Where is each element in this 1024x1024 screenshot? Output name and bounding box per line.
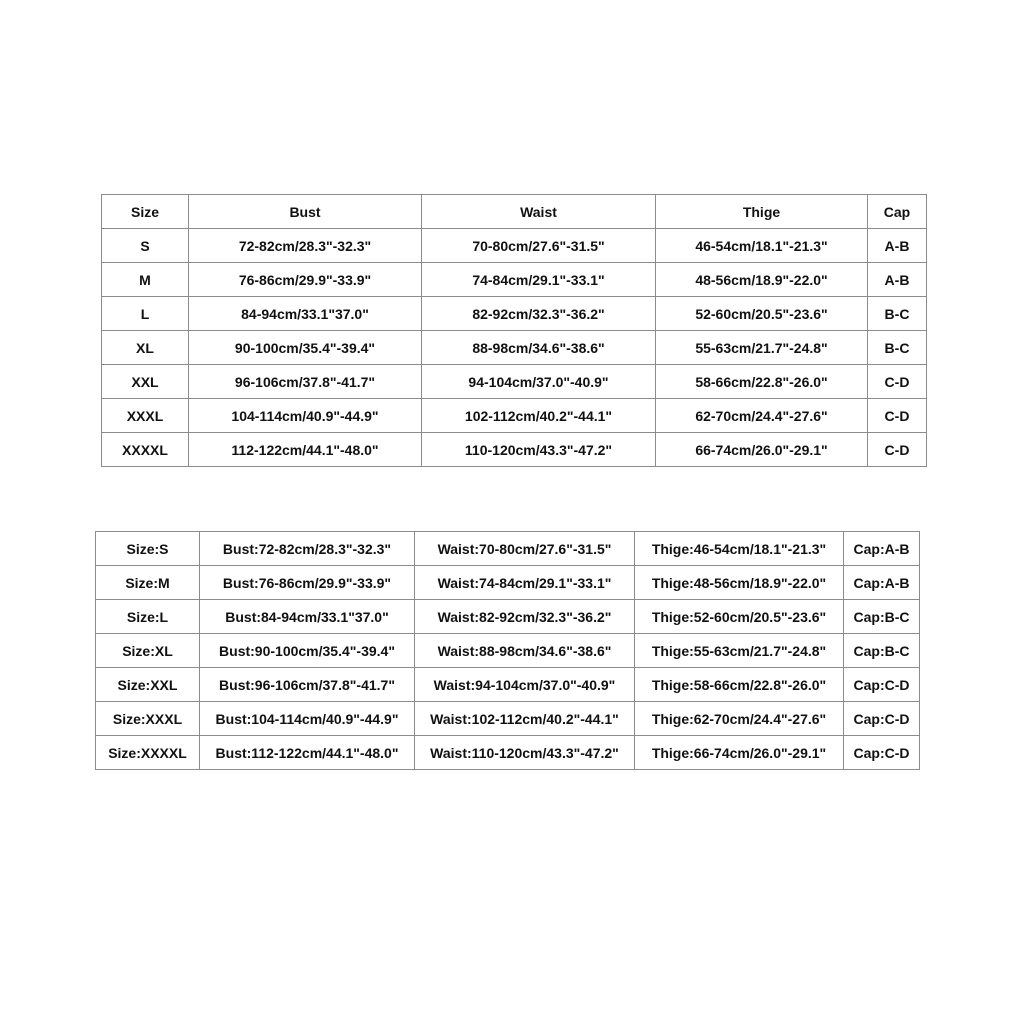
thige-cell: Thige:58-66cm/22.8"-26.0" — [635, 668, 844, 702]
bust-cell: 104-114cm/40.9"-44.9" — [189, 399, 422, 433]
thige-cell: 46-54cm/18.1"-21.3" — [656, 229, 868, 263]
size-chart-labeled-table — [95, 531, 920, 770]
bust-cell: 96-106cm/37.8"-41.7" — [189, 365, 422, 399]
table-row — [96, 600, 920, 634]
table-row — [96, 736, 920, 770]
table-row — [96, 668, 920, 702]
cap-cell: Cap:C-D — [844, 702, 920, 736]
bust-cell: Bust:112-122cm/44.1"-48.0" — [200, 736, 415, 770]
thige-cell: Thige:55-63cm/21.7"-24.8" — [635, 634, 844, 668]
size-cell: XL — [102, 331, 189, 365]
table-row — [102, 365, 927, 399]
size-chart-table — [101, 194, 927, 467]
thige-cell: Thige:66-74cm/26.0"-29.1" — [635, 736, 844, 770]
thige-cell: Thige:62-70cm/24.4"-27.6" — [635, 702, 844, 736]
size-cell: Size:L — [96, 600, 200, 634]
bust-cell: 112-122cm/44.1"-48.0" — [189, 433, 422, 467]
waist-cell: 88-98cm/34.6"-38.6" — [422, 331, 656, 365]
cap-cell: Cap:B-C — [844, 600, 920, 634]
waist-cell: Waist:102-112cm/40.2"-44.1" — [415, 702, 635, 736]
waist-cell: 74-84cm/29.1"-33.1" — [422, 263, 656, 297]
cap-cell: A-B — [868, 263, 927, 297]
header-thige: Thige — [656, 195, 868, 229]
size-cell: XXL — [102, 365, 189, 399]
header-bust: Bust — [189, 195, 422, 229]
header-cap: Cap — [868, 195, 927, 229]
cap-cell: Cap:A-B — [844, 566, 920, 600]
thige-cell: 62-70cm/24.4"-27.6" — [656, 399, 868, 433]
bust-cell: Bust:104-114cm/40.9"-44.9" — [200, 702, 415, 736]
cap-cell: B-C — [868, 331, 927, 365]
table-row — [102, 331, 927, 365]
bust-cell: 90-100cm/35.4"-39.4" — [189, 331, 422, 365]
table-row — [96, 532, 920, 566]
bust-cell: Bust:72-82cm/28.3"-32.3" — [200, 532, 415, 566]
thige-cell: Thige:48-56cm/18.9"-22.0" — [635, 566, 844, 600]
size-cell: Size:XXXL — [96, 702, 200, 736]
size-cell: L — [102, 297, 189, 331]
table-row — [102, 229, 927, 263]
table-row — [96, 634, 920, 668]
waist-cell: Waist:110-120cm/43.3"-47.2" — [415, 736, 635, 770]
waist-cell: Waist:88-98cm/34.6"-38.6" — [415, 634, 635, 668]
waist-cell: 82-92cm/32.3"-36.2" — [422, 297, 656, 331]
cap-cell: C-D — [868, 365, 927, 399]
bust-cell: 84-94cm/33.1"37.0" — [189, 297, 422, 331]
table-row — [102, 297, 927, 331]
cap-cell: Cap:A-B — [844, 532, 920, 566]
size-cell: XXXXL — [102, 433, 189, 467]
size-cell: Size:XL — [96, 634, 200, 668]
size-cell: Size:XXL — [96, 668, 200, 702]
thige-cell: Thige:46-54cm/18.1"-21.3" — [635, 532, 844, 566]
waist-cell: Waist:94-104cm/37.0"-40.9" — [415, 668, 635, 702]
size-cell: Size:S — [96, 532, 200, 566]
size-cell: S — [102, 229, 189, 263]
cap-cell: C-D — [868, 399, 927, 433]
size-cell: Size:M — [96, 566, 200, 600]
header-size: Size — [102, 195, 189, 229]
bust-cell: Bust:76-86cm/29.9"-33.9" — [200, 566, 415, 600]
table-row — [96, 566, 920, 600]
waist-cell: Waist:70-80cm/27.6"-31.5" — [415, 532, 635, 566]
bust-cell: Bust:84-94cm/33.1"37.0" — [200, 600, 415, 634]
cap-cell: A-B — [868, 229, 927, 263]
cap-cell: Cap:C-D — [844, 736, 920, 770]
thige-cell: 58-66cm/22.8"-26.0" — [656, 365, 868, 399]
thige-cell: 48-56cm/18.9"-22.0" — [656, 263, 868, 297]
waist-cell: 70-80cm/27.6"-31.5" — [422, 229, 656, 263]
bust-cell: 72-82cm/28.3"-32.3" — [189, 229, 422, 263]
thige-cell: 66-74cm/26.0"-29.1" — [656, 433, 868, 467]
size-cell: XXXL — [102, 399, 189, 433]
cap-cell: C-D — [868, 433, 927, 467]
size-cell: Size:XXXXL — [96, 736, 200, 770]
size-cell: M — [102, 263, 189, 297]
thige-cell: 55-63cm/21.7"-24.8" — [656, 331, 868, 365]
cap-cell: B-C — [868, 297, 927, 331]
bust-cell: 76-86cm/29.9"-33.9" — [189, 263, 422, 297]
table-row — [102, 433, 927, 467]
header-waist: Waist — [422, 195, 656, 229]
waist-cell: 102-112cm/40.2"-44.1" — [422, 399, 656, 433]
waist-cell: Waist:74-84cm/29.1"-33.1" — [415, 566, 635, 600]
bust-cell: Bust:96-106cm/37.8"-41.7" — [200, 668, 415, 702]
thige-cell: 52-60cm/20.5"-23.6" — [656, 297, 868, 331]
waist-cell: 94-104cm/37.0"-40.9" — [422, 365, 656, 399]
waist-cell: Waist:82-92cm/32.3"-36.2" — [415, 600, 635, 634]
table-header-row — [102, 195, 927, 229]
cap-cell: Cap:C-D — [844, 668, 920, 702]
table-row — [102, 263, 927, 297]
thige-cell: Thige:52-60cm/20.5"-23.6" — [635, 600, 844, 634]
cap-cell: Cap:B-C — [844, 634, 920, 668]
table-row — [96, 702, 920, 736]
bust-cell: Bust:90-100cm/35.4"-39.4" — [200, 634, 415, 668]
waist-cell: 110-120cm/43.3"-47.2" — [422, 433, 656, 467]
table-row — [102, 399, 927, 433]
